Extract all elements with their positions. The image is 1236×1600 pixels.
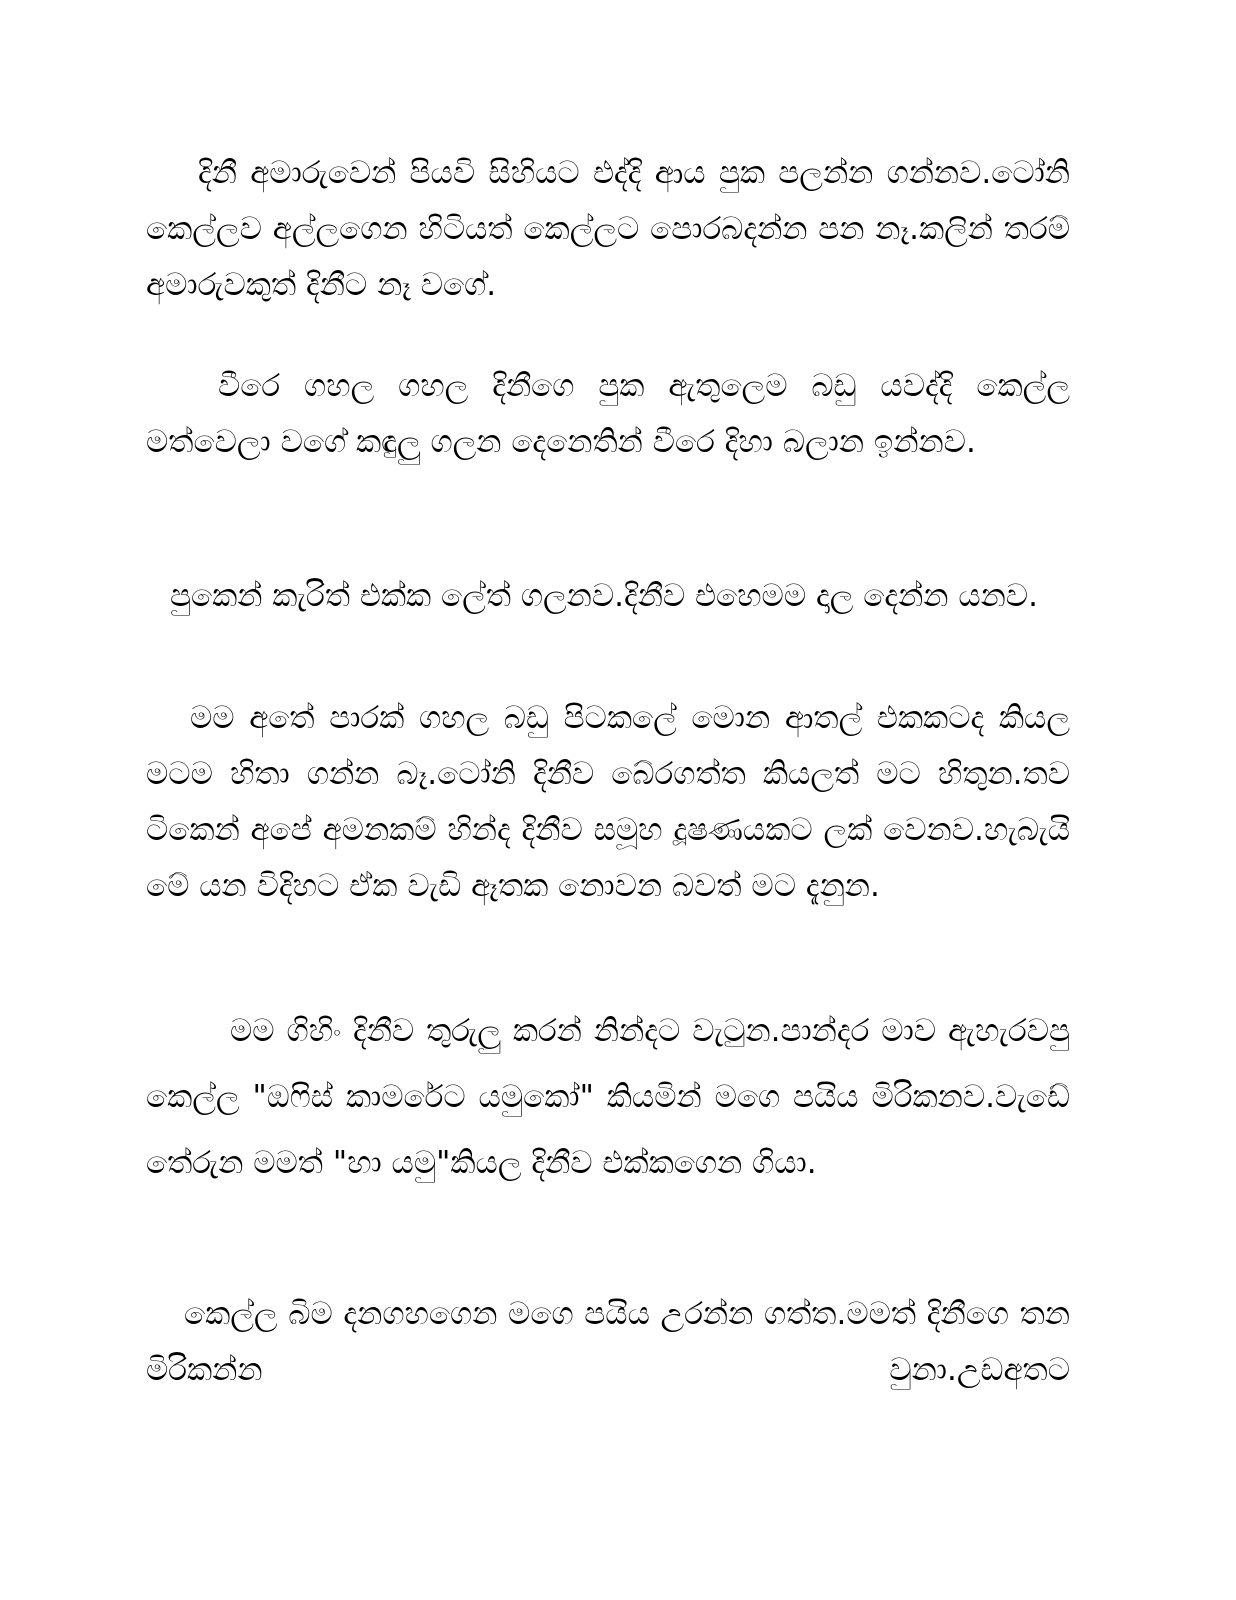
paragraph-1: දිනී අමාරුවෙන් පියවි සිහියට එද්දි ආය පුක පලන්න ගන්නව.ටෝනි කෙල්ලව අල්ලගෙන හිටියත් කෙල්ලට පොරබදන්න පන නෑ.කලින් තරම් අමාරුවකුත් දිනීට නෑ වගේ. <box>146 155 1070 303</box>
paragraph-4: මම අතේ පාරක් ගහල බඩු පිටකලේ මොන ආතල් එකකටද කියල මටම හිතා ගන්න බෑ.ටෝනි දිනීව බේරගත්ත කියලත් මට හිතුන.තව ටිකෙන් අපේ අමනකම් හින්ද දිනීව සමූහ දූෂණයකට ලක් වෙනව.හැබැයි මේ යන විදිහට ඒක වැඩි ඈතක නොවන බවත් මට දැනුන. <box>146 700 1070 904</box>
paragraph-5: මම ගිහිං දිනීව තුරුලු කරන් නින්දට වැටුන.පාන්දර මාව ඇහැරවපු කෙල්ල "ඔෆිස් කාමරේට යමුකෝ" කියමින් මගෙ පයිය මිරිකනව.වැඩේ තේරුන මමත් "හා යමු"කියල දිනීව එක්කගෙන ගියා. <box>146 1013 1070 1181</box>
paragraph-2: වීරෙ ගහල ගහල දිනීගෙ පුක ඇතුලෙම බඩු යවද්දි කෙල්ල මත්වෙලා වගේ කඳුලු ගලන දෙනෙතින් වීරෙ දිහා බලාන ඉන්නව. <box>146 368 1070 460</box>
paragraph-6: කෙල්ල බිම දනගහගෙන මගෙ පයිය උරන්න ගත්ත.මමත් දිනීගෙ තන මිරිකන්න වුනා.උඩඅතට <box>146 1296 1070 1388</box>
paragraph-3: පුකෙන් කැරිත් එක්ක ලේත් ගලනව.දිනීව එහෙමම දාල දෙන්න යනව. <box>170 578 1038 614</box>
